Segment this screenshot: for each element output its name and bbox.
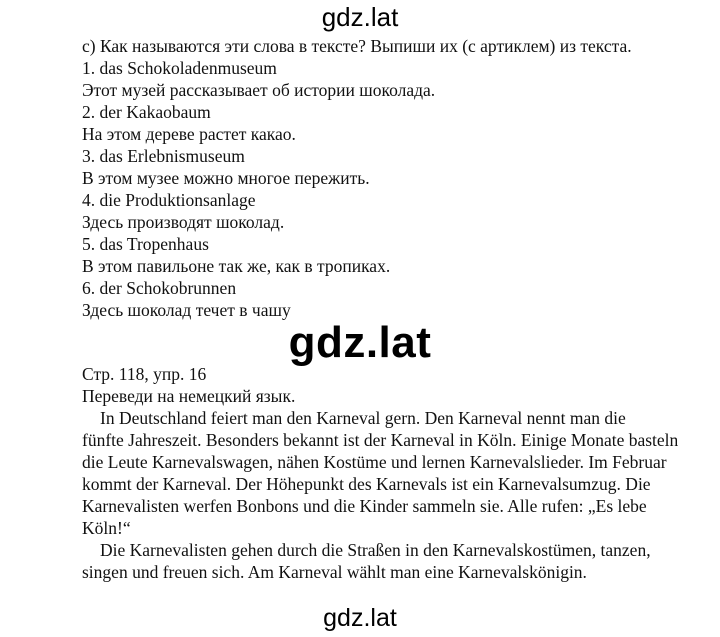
item-desc: Здесь производят шоколад.: [82, 212, 285, 232]
item-term: 2. der Kakaobaum: [82, 102, 211, 122]
paragraph-line: singen und freuen sich. Am Karneval wählt man eine Karnevalskönigin.: [82, 562, 587, 582]
paragraph-line: fünfte Jahreszeit. Besonders bekannt ist der Karneval in Köln. Einige Monate basteln: [82, 430, 679, 450]
section-c-question: c) Как называются эти слова в тексте? Выпиши их (с артиклем) из текста.: [82, 36, 632, 56]
item-desc: В этом музее можно многое пережить.: [82, 168, 370, 188]
item-term: 4. die Produktionsanlage: [82, 190, 256, 210]
paragraph-line: Die Karnevalisten gehen durch die Straßen in den Karnevalskostümen, tanzen,: [100, 540, 651, 560]
watermark-middle: gdz.lat: [288, 318, 432, 367]
paragraph-line: In Deutschland feiert man den Karneval gern. Den Karneval nennt man die: [100, 408, 626, 428]
paragraph-line: kommt der Karneval. Der Höhepunkt des Karnevals ist ein Karnevalsumzug. Die: [82, 474, 651, 494]
item-term: 6. der Schokobrunnen: [82, 278, 237, 298]
watermark-top: gdz.lat: [321, 2, 399, 32]
item-desc: В этом павильоне так же, как в тропиках.: [82, 256, 391, 276]
item-desc: Здесь шоколад течет в чашу: [82, 300, 291, 320]
item-term: 5. das Tropenhaus: [82, 234, 209, 254]
paragraph-line: die Leute Karnevalswagen, nähen Kostüme und lernen Karnevalslieder. Im Februar: [82, 452, 667, 472]
watermark-bottom: gdz.lat: [323, 604, 397, 632]
exercise-instruction: Переведи на немецкий язык.: [82, 386, 296, 406]
paragraph-line: Karnevalisten werfen Bonbons und die Kinder sammeln sie. Alle rufen: „Es lebe: [82, 496, 647, 516]
paragraph-line: Köln!“: [82, 518, 131, 538]
item-term: 1. das Schokoladenmuseum: [82, 58, 277, 78]
item-desc: На этом дереве растет какао.: [82, 124, 296, 144]
item-term: 3. das Erlebnismuseum: [82, 146, 245, 166]
exercise-heading: Стр. 118, упр. 16: [82, 364, 207, 384]
item-desc: Этот музей рассказывает об истории шоколада.: [82, 80, 436, 100]
